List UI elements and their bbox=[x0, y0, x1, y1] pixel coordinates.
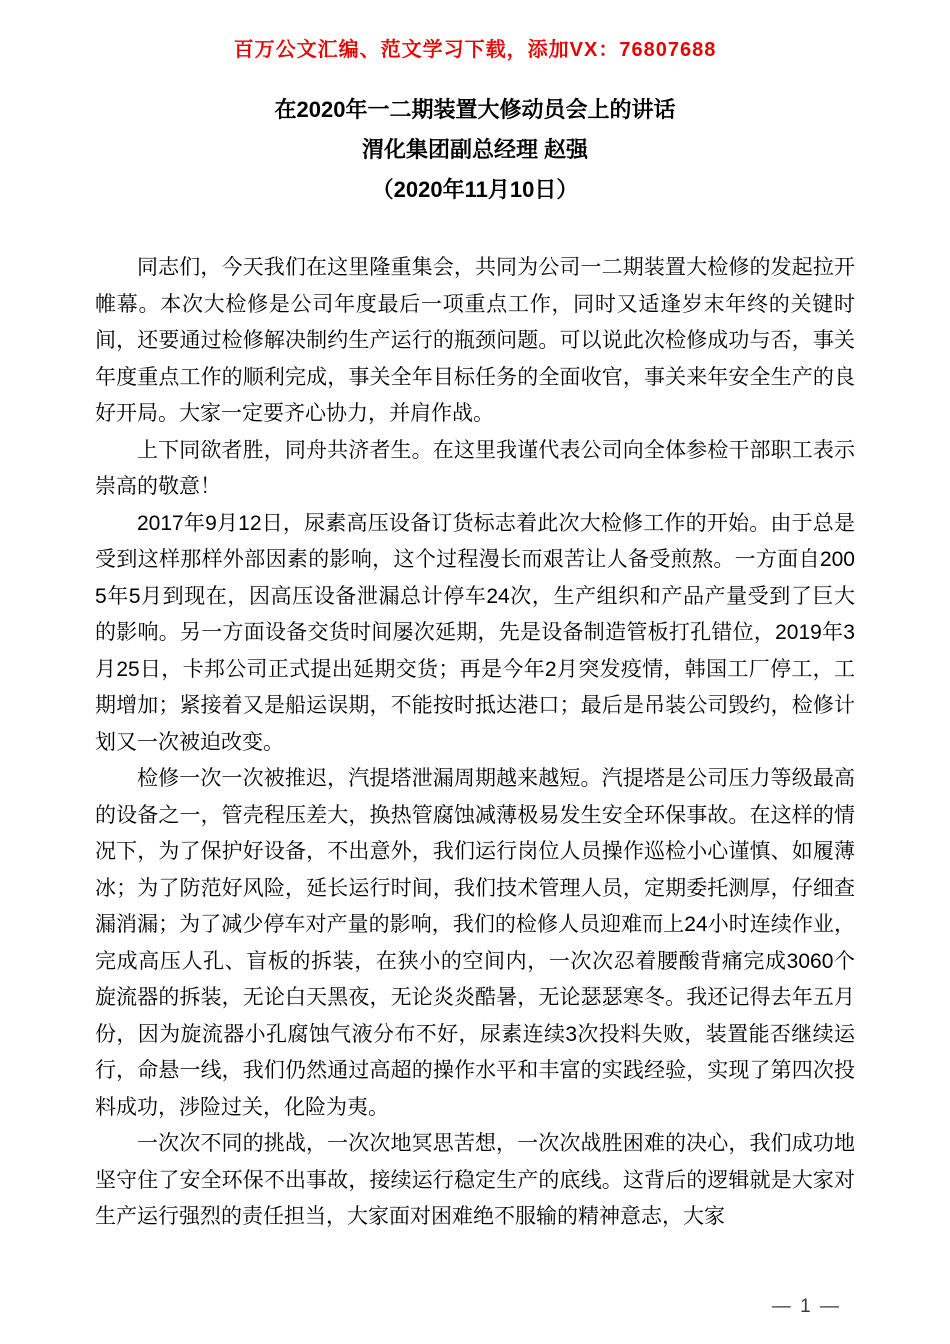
body-paragraph: 一次次不同的挑战，一次次地冥思苦想，一次次战胜困难的决心，我们成功地坚守住了安全环保不出事故，接续运行稳定生产的底线。这背后的逻辑就是大家对生产运行强烈的责任担当，大家面对困难绝不服输的精神意志，大家 bbox=[95, 1132, 855, 1228]
page-number: — 1 — bbox=[771, 1296, 841, 1317]
document-body bbox=[95, 250, 855, 1236]
promo-banner: 百万公文汇编、范文学习下载，添加VX：76807688 bbox=[233, 39, 717, 61]
title-block bbox=[95, 90, 855, 210]
body-paragraph: 上下同欲者胜，同舟共济者生。在这里我谨代表公司向全体参检干部职工表示崇高的敬意！ bbox=[95, 438, 855, 498]
body-paragraph: 检修一次一次被推迟，汽提塔泄漏周期越来越短。汽提塔是公司压力等级最高的设备之一，管壳程压差大，换热管腐蚀减薄极易发生安全环保事故。在这样的情况下，为了保护好设备，不出意外，我们运行岗位人员操作巡检小心谨慎、如履薄冰；为了防范好风险，延长运行时间，我们技术管理人员，定期委托测厚，仔细查漏消漏；为了减少停车对产量的影响，我们的检修人员迎难而上24小时连续作业，完成高压人孔、盲板的拆装，在狭小的空间内，一次次忍着腰酸背痛完成3060个旋流器的拆装，无论白天黑夜，无论炎炎酷暑，无论瑟瑟寒冬。我还记得去年五月份，因为旋流器小孔腐蚀气液分布不好，尿素连续3次投料失败，装置能否继续运行，命悬一线，我们仍然通过高超的操作水平和丰富的实践经验，实现了第四次投料成功，涉险过关，化险为夷。 bbox=[95, 767, 855, 1119]
document-title: 在2020年一二期装置大修动员会上的讲话 bbox=[274, 97, 676, 122]
page-footer bbox=[95, 1266, 855, 1318]
body-paragraph: 同志们，今天我们在这里隆重集会，共同为公司一二期装置大检修的发起拉开帷幕。本次大检修是公司年度最后一项重点工作，同时又适逢岁末年终的关键时间，还要通过检修解决制约生产运行的瓶颈问题。可以说此次检修成功与否，事关年度重点工作的顺利完成，事关全年目标任务的全面收官，事关来年安全生产的良好开局。大家一定要齐心协力，并肩作战。 bbox=[95, 256, 855, 425]
document-date: （2020年11月10日） bbox=[371, 177, 579, 202]
document-speaker: 渭化集团副总经理 赵强 bbox=[361, 137, 589, 162]
body-paragraph: 2017年9月12日，尿素高压设备订货标志着此次大检修工作的开始。由于总是受到这样那样外部因素的影响，这个过程漫长而艰苦让人备受煎熬。一方面自2005年5月到现在，因高压设备泄漏总计停车24次，生产组织和产品产量受到了巨大的影响。另一方面设备交货时间屡次延期，先是设备制造管板打孔错位，2019年3月25日，卡邦公司正式提出延期交货；再是今年2月突发疫情，韩国工厂停工，工期增加；紧接着又是船运误期，不能按时抵达港口；最后是吊装公司毁约，检修计划又一次被迫改变。 bbox=[95, 511, 855, 754]
